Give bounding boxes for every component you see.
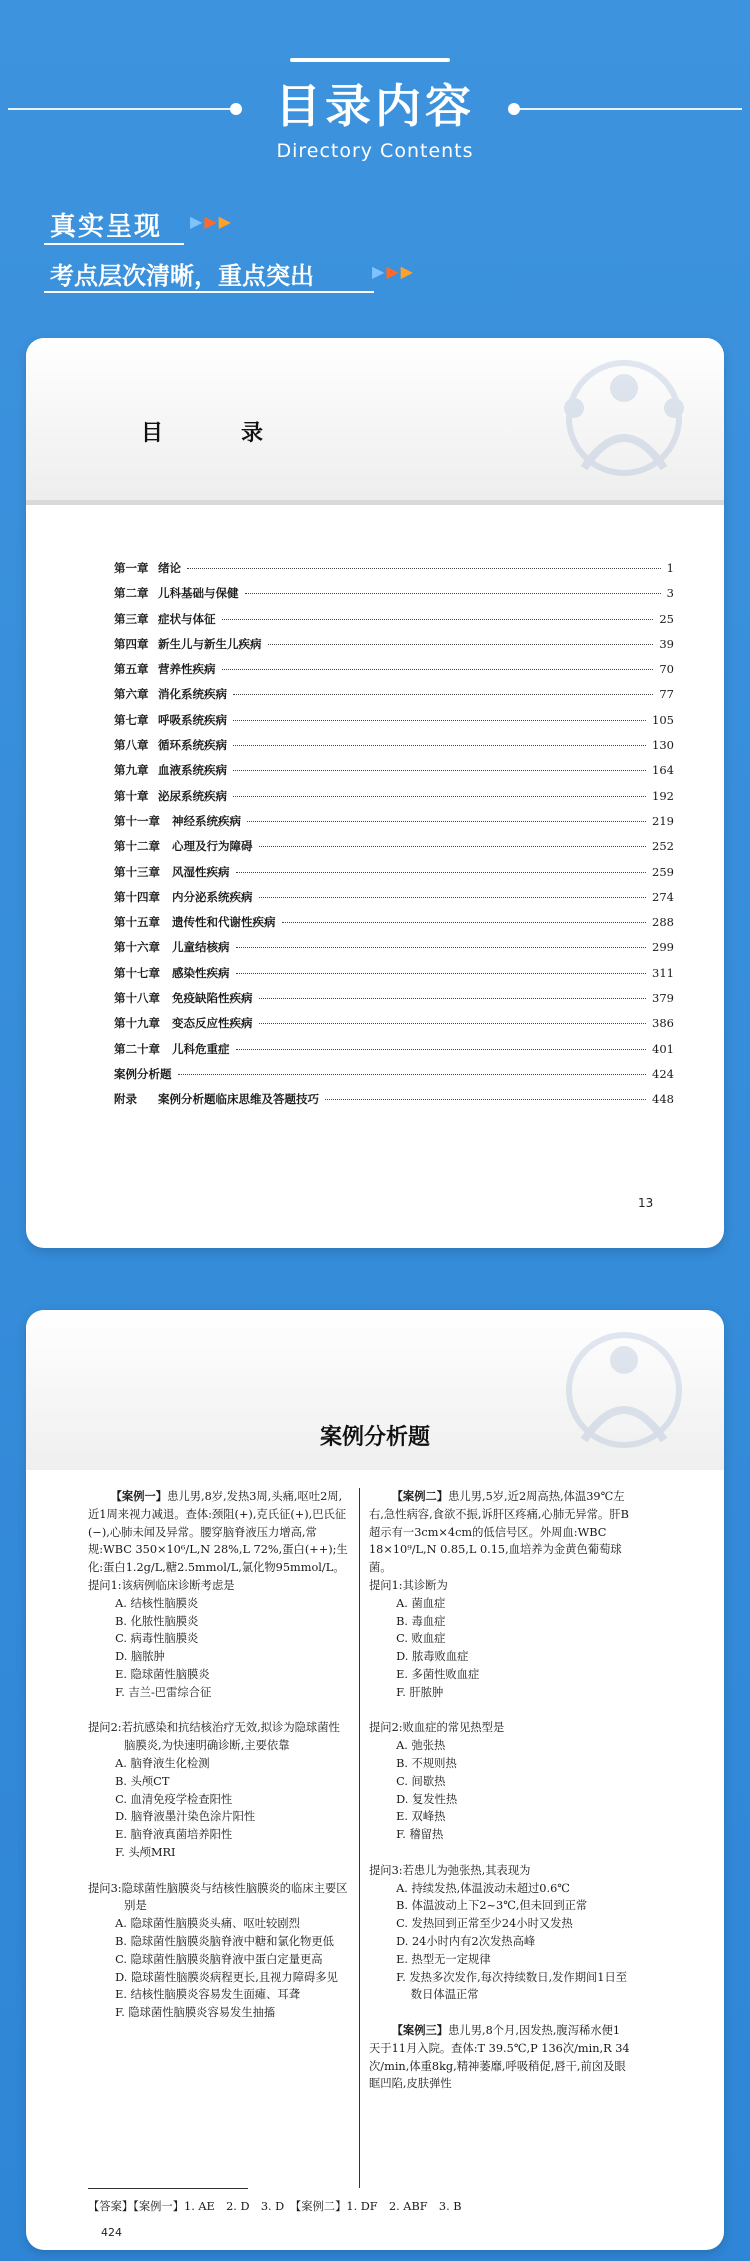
option-item: A. 结核性脑膜炎 bbox=[115, 1596, 199, 1610]
toc-chapter-name: 免疫缺陷性疾病 bbox=[172, 991, 253, 1006]
toc-page: 105 bbox=[652, 712, 674, 727]
option-item: F. 吉兰-巴雷综合征 bbox=[115, 1685, 212, 1699]
toc-page: 70 bbox=[659, 662, 674, 677]
option-item: F. 肝脓肿 bbox=[396, 1685, 444, 1699]
toc-leader bbox=[268, 644, 654, 645]
option-item: D. 脑脊液墨汁染色涂片阳性 bbox=[115, 1810, 256, 1824]
toc-chapter-name: 内分泌系统疾病 bbox=[172, 889, 253, 904]
title-line-left bbox=[8, 108, 238, 110]
option-item: F. 头颅MRI bbox=[115, 1845, 176, 1859]
option-item: C. 发热回到正常至少24小时又发热 bbox=[396, 1917, 573, 1931]
toc-chapter-name: 感染性疾病 bbox=[172, 965, 230, 980]
case1-q1: 提问1:该病例临床诊断考虑是 bbox=[88, 1578, 235, 1592]
toc-item bbox=[114, 661, 674, 686]
toc-chapter: 第一章 bbox=[114, 561, 149, 575]
toc-page: 77 bbox=[659, 687, 674, 702]
option-item: F. 隐球菌性脑膜炎容易发生抽搐 bbox=[115, 2006, 276, 2020]
toc-chapter: 第十五章 bbox=[114, 915, 160, 930]
toc-chapter: 第四章 bbox=[114, 636, 149, 651]
toc-item bbox=[114, 712, 674, 737]
toc-chapter-name: 儿童结核病 bbox=[172, 940, 230, 955]
toc-chapter: 第十一章 bbox=[114, 813, 160, 828]
option-item: B. 体温波动上下2~3℃,但未回到正常 bbox=[396, 1899, 588, 1913]
toc-chapter-name: 循环系统疾病 bbox=[158, 738, 227, 753]
toc-leader bbox=[233, 720, 646, 721]
toc-leader bbox=[187, 568, 661, 569]
option-item: D. 隐球菌性脑膜炎病程更长,且视力障碍多见 bbox=[115, 1970, 338, 1984]
tag2-underline bbox=[44, 291, 374, 293]
option-item: A. 脑脊液生化检测 bbox=[115, 1756, 210, 1770]
tag1-underline bbox=[44, 243, 184, 245]
case3-label: 【案例三】 bbox=[391, 2023, 449, 2037]
case1-q3-options bbox=[88, 1915, 350, 2022]
toc-header-divider bbox=[26, 500, 724, 505]
main-title: 目录内容 bbox=[275, 79, 475, 133]
case2-q2: 提问2:败血症的常见热型是 bbox=[369, 1721, 505, 1735]
toc-chapter-name: 神经系统疾病 bbox=[172, 813, 241, 828]
toc-item bbox=[114, 611, 674, 636]
toc-page: 219 bbox=[652, 813, 674, 828]
toc-page: 252 bbox=[652, 839, 674, 854]
option-item: B. 化脓性脑膜炎 bbox=[115, 1614, 199, 1628]
toc-leader bbox=[259, 897, 647, 898]
toc-page: 1 bbox=[666, 561, 674, 575]
toc-page-number: 13 bbox=[638, 1196, 654, 1210]
case1-q2: 提问2:若抗感染和抗结核治疗无效,拟诊为隐球菌性脑膜炎,为快速明确诊断,主要依靠 bbox=[88, 1721, 340, 1753]
toc-item bbox=[114, 788, 674, 813]
toc-item bbox=[114, 636, 674, 661]
toc-item bbox=[114, 965, 674, 990]
toc-page: 311 bbox=[652, 965, 674, 980]
toc-chapter: 第十二章 bbox=[114, 839, 160, 854]
toc-leader bbox=[236, 947, 647, 948]
toc-chapter-name: 绪论 bbox=[158, 561, 181, 575]
toc-chapter: 附录 bbox=[114, 1092, 137, 1107]
title-dot-right bbox=[508, 103, 520, 115]
answers: 【答案】【案例一】1. AE 2. D 3. D 【案例二】1. DF 2. ABF 3. B bbox=[88, 2200, 462, 2213]
option-item: C. 血清免疫学检查阳性 bbox=[115, 1792, 233, 1806]
case-title: 案例分析题 bbox=[319, 1425, 430, 1450]
toc-chapter: 第二十章 bbox=[114, 1041, 160, 1056]
toc-chapter-name: 泌尿系统疾病 bbox=[158, 788, 227, 803]
toc-leader bbox=[259, 998, 647, 999]
toc-chapter-name: 遗传性和代谢性疾病 bbox=[172, 915, 276, 930]
toc-page: 379 bbox=[652, 991, 674, 1006]
toc-chapter: 第九章 bbox=[114, 763, 149, 778]
toc-page: 274 bbox=[652, 889, 674, 904]
toc-chapter: 第六章 bbox=[114, 687, 149, 702]
case1-q2-options bbox=[88, 1755, 350, 1862]
toc-chapter: 第十三章 bbox=[114, 864, 160, 879]
case1-q3: 提问3:隐球菌性脑膜炎与结核性脑膜炎的临床主要区别是 bbox=[88, 1881, 348, 1913]
option-item: A. 持续发热,体温波动未超过0.6℃ bbox=[396, 1881, 570, 1895]
column-divider bbox=[359, 1488, 360, 2188]
option-item: B. 不规则热 bbox=[396, 1756, 457, 1770]
arrow-icons-2: ▶▶▶ bbox=[372, 262, 415, 281]
toc-chapter: 第十八章 bbox=[114, 991, 160, 1006]
option-item: F. 发热多次发作,每次持续数日,发作期间1日至数日体温正常 bbox=[396, 1970, 628, 2002]
toc-leader bbox=[233, 745, 646, 746]
case-card bbox=[26, 1310, 724, 2250]
toc-chapter: 第十九章 bbox=[114, 1016, 160, 1031]
toc-chapter: 第七章 bbox=[114, 712, 149, 727]
toc-chapter-name: 血液系统疾病 bbox=[158, 763, 227, 778]
title-dot-left bbox=[230, 103, 242, 115]
toc-page: 259 bbox=[652, 864, 674, 879]
toc-leader bbox=[233, 694, 653, 695]
toc-chapter: 第十七章 bbox=[114, 965, 160, 980]
toc-chapter-name: 心理及行为障碍 bbox=[172, 839, 253, 854]
case2-text bbox=[369, 1488, 631, 1577]
toc-item bbox=[114, 762, 674, 787]
toc-list bbox=[114, 560, 674, 1117]
toc-leader bbox=[259, 1023, 647, 1024]
option-item: C. 病毒性脑膜炎 bbox=[115, 1632, 199, 1646]
toc-leader bbox=[178, 1074, 647, 1075]
toc-leader bbox=[222, 669, 654, 670]
toc-page: 386 bbox=[652, 1016, 674, 1031]
toc-chapter-name: 营养性疾病 bbox=[158, 662, 216, 677]
toc-page: 401 bbox=[652, 1041, 674, 1056]
toc-leader bbox=[222, 619, 654, 620]
case-column-left bbox=[88, 1488, 350, 2022]
toc-leader bbox=[325, 1099, 646, 1100]
toc-chapter-name: 变态反应性疾病 bbox=[172, 1016, 253, 1031]
option-item: E. 热型无一定规律 bbox=[396, 1952, 491, 1966]
toc-page: 164 bbox=[652, 763, 674, 778]
toc-leader bbox=[282, 922, 647, 923]
case2-q1-options bbox=[369, 1595, 631, 1702]
toc-page: 288 bbox=[652, 915, 674, 930]
toc-leader bbox=[233, 770, 646, 771]
option-item: A. 菌血症 bbox=[396, 1596, 446, 1610]
case1-label: 【案例一】 bbox=[110, 1490, 168, 1503]
option-item: C. 败血症 bbox=[396, 1632, 446, 1646]
header-banner bbox=[0, 0, 750, 330]
option-item: C. 间歇热 bbox=[396, 1774, 446, 1788]
toc-chapter: 第三章 bbox=[114, 611, 149, 626]
toc-item bbox=[114, 1015, 674, 1040]
toc-item bbox=[114, 1066, 674, 1091]
toc-page: 424 bbox=[652, 1066, 674, 1081]
sub-title: Directory Contents bbox=[276, 140, 474, 162]
toc-chapter: 第十章 bbox=[114, 788, 149, 803]
toc-page: 25 bbox=[659, 611, 674, 626]
medical-logo-icon bbox=[514, 348, 714, 498]
toc-chapter: 第十四章 bbox=[114, 889, 160, 904]
case3-text bbox=[369, 2022, 631, 2093]
toc-chapter-name: 新生儿与新生儿疾病 bbox=[158, 636, 262, 651]
toc-chapter-name: 儿科危重症 bbox=[172, 1041, 230, 1056]
arrow-icons-1: ▶▶▶ bbox=[190, 212, 233, 231]
case2-body: 患儿男,5岁,近2周高热,体温39℃左右,急性病容,食欲不振,诉肝区疼痛,心肺无异常。肝B超示有一3cm×4cm的低信号区。外周血:WBC 18×10⁹/L,N 0.85,L 0.15,血培养为金黄色葡萄球菌。 bbox=[369, 1490, 629, 1575]
case3-body: 患儿男,8个月,因发热,腹泻稀水便1天于11月入院。查体:T 39.5℃,P 136次/min,R 34次/min,体重8kg,精神萎靡,呼吸稍促,唇干,前囟及眼眶凹陷,皮肤弹性 bbox=[369, 2023, 630, 2091]
option-item: B. 隐球菌性脑膜炎脑脊液中糖和氯化物更低 bbox=[115, 1934, 334, 1948]
toc-chapter-name: 症状与体征 bbox=[158, 611, 216, 626]
title-line-right bbox=[512, 108, 742, 110]
option-item: E. 多菌性败血症 bbox=[396, 1667, 480, 1681]
option-item: B. 头颅CT bbox=[115, 1774, 170, 1788]
toc-item bbox=[114, 914, 674, 939]
toc-chapter-name: 案例分析题临床思维及答题技巧 bbox=[158, 1092, 319, 1107]
option-item: D. 脓毒败血症 bbox=[396, 1650, 469, 1664]
title-cap bbox=[290, 58, 450, 62]
toc-item bbox=[114, 889, 674, 914]
toc-item bbox=[114, 585, 674, 610]
case-page-number: 424 bbox=[101, 2226, 122, 2239]
case1-body: 患儿男,8岁,发热3周,头痛,呕吐2周,近1周来视力减退。查体:颈阻(+),克氏征(+),巴氏征(−),心肺未闻及异常。腰穿脑脊液压力增高,常规:WBC 350×10⁶/L,N 28%,L 72%,蛋白(++);生化:蛋白1.2g/L,糖2.5mmol/L,氯化物95mmol/L。 bbox=[88, 1490, 348, 1575]
toc-chapter: 第二章 bbox=[114, 586, 149, 601]
toc-item bbox=[114, 1041, 674, 1066]
case1-q1-options bbox=[88, 1595, 350, 1702]
option-item: E. 隐球菌性脑膜炎 bbox=[115, 1667, 210, 1681]
case2-label: 【案例二】 bbox=[391, 1490, 449, 1503]
option-item: C. 隐球菌性脑膜炎脑脊液中蛋白定量更高 bbox=[115, 1952, 323, 1966]
tag-realistic: 真实呈现 bbox=[50, 212, 163, 242]
toc-leader bbox=[236, 1049, 647, 1050]
toc-item bbox=[114, 990, 674, 1015]
case1-text bbox=[88, 1488, 350, 1577]
toc-leader bbox=[233, 796, 646, 797]
option-item: B. 毒血症 bbox=[396, 1614, 446, 1628]
toc-item bbox=[114, 560, 674, 585]
option-item: D. 24小时内有2次发热高峰 bbox=[396, 1934, 536, 1948]
toc-page: 3 bbox=[666, 586, 674, 601]
toc-item bbox=[114, 939, 674, 964]
case2-q1: 提问1:其诊断为 bbox=[369, 1578, 448, 1592]
option-item: D. 脑脓肿 bbox=[115, 1650, 165, 1664]
toc-card-header bbox=[26, 338, 724, 500]
toc-leader bbox=[245, 593, 661, 594]
toc-chapter: 第八章 bbox=[114, 738, 149, 753]
toc-chapter-name: 案例分析题 bbox=[114, 1066, 172, 1081]
toc-leader bbox=[259, 846, 647, 847]
answer-divider bbox=[88, 2188, 248, 2189]
toc-item bbox=[114, 864, 674, 889]
tag-highlights: 考点层次清晰，重点突出 bbox=[50, 262, 314, 290]
toc-item bbox=[114, 1091, 674, 1116]
toc-leader bbox=[236, 872, 647, 873]
toc-page: 448 bbox=[652, 1092, 674, 1107]
toc-chapter-name: 儿科基础与保健 bbox=[158, 586, 239, 601]
case2-q3-options bbox=[369, 1880, 631, 2005]
option-item: F. 稽留热 bbox=[396, 1828, 444, 1842]
toc-leader bbox=[247, 821, 646, 822]
toc-chapter-name: 呼吸系统疾病 bbox=[158, 712, 227, 727]
case2-q2-options bbox=[369, 1737, 631, 1844]
option-item: A. 弛张热 bbox=[396, 1739, 446, 1753]
toc-item bbox=[114, 838, 674, 863]
option-item: A. 隐球菌性脑膜炎头痛、呕吐较剧烈 bbox=[115, 1917, 300, 1931]
option-item: D. 复发性热 bbox=[396, 1792, 458, 1806]
toc-page: 192 bbox=[652, 788, 674, 803]
option-item: E. 双峰热 bbox=[396, 1810, 446, 1824]
toc-chapter-name: 风湿性疾病 bbox=[172, 864, 230, 879]
toc-chapter-name: 消化系统疾病 bbox=[158, 687, 227, 702]
toc-leader bbox=[236, 973, 647, 974]
toc-item bbox=[114, 737, 674, 762]
toc-chapter: 第五章 bbox=[114, 662, 149, 677]
toc-item bbox=[114, 813, 674, 838]
option-item: E. 脑脊液真菌培养阳性 bbox=[115, 1828, 233, 1842]
toc-card bbox=[26, 338, 724, 1248]
toc-page: 299 bbox=[652, 940, 674, 955]
option-item: E. 结核性脑膜炎容易发生面瘫、耳聋 bbox=[115, 1988, 300, 2002]
toc-title: 目 录 bbox=[141, 421, 292, 446]
toc-page: 130 bbox=[652, 738, 674, 753]
toc-item bbox=[114, 686, 674, 711]
case-column-right bbox=[369, 1488, 631, 2093]
toc-chapter: 第十六章 bbox=[114, 940, 160, 955]
toc-page: 39 bbox=[659, 636, 674, 651]
case2-q3: 提问3:若患儿为弛张热,其表现为 bbox=[369, 1863, 531, 1877]
